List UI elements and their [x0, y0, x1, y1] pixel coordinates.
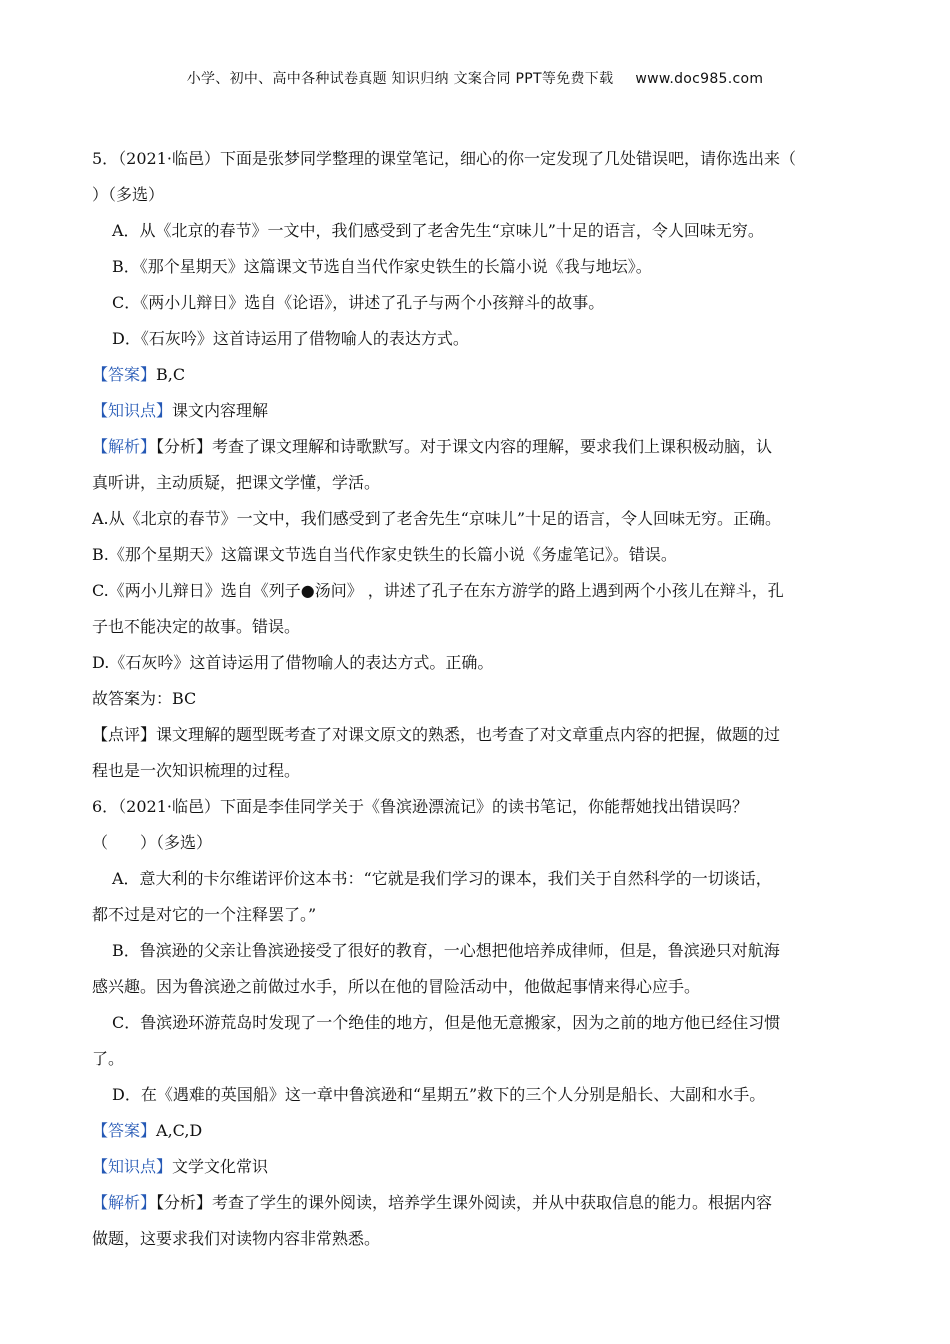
q5-analysis-line-1	[92, 429, 862, 465]
q5-knowledge-line	[92, 393, 862, 429]
document-body	[92, 141, 862, 1257]
q6-analysis-text-1: 【分析】考查了学生的课外阅读，培养学生课外阅读，并从中获取信息的能力。根据内容	[156, 1193, 773, 1212]
q5-explain-d: D.《石灰吟》这首诗运用了借物喻人的表达方式。正确。	[92, 653, 494, 672]
page-header	[0, 68, 950, 88]
q6-option-a-2: 都不过是对它的一个注释罢了。”	[92, 905, 317, 924]
q5-stem-line-2: ）（多选）	[92, 185, 165, 204]
q6-stem-line-2: （ ）（多选）	[92, 833, 213, 852]
q6-knowledge-line	[92, 1149, 862, 1185]
answer-tag: 【答案】	[92, 365, 157, 384]
q6-answer-line	[92, 1113, 862, 1149]
q5-option-a: A．从《北京的春节》一文中，我们感受到了老舍先生“京味儿”十足的语言，令人回味无穷。	[112, 221, 764, 240]
header-text: 小学、初中、高中各种试卷真题 知识归纳 文案合同 PPT等免费下载	[186, 71, 614, 87]
q5-knowledge: 课文内容理解	[172, 401, 269, 420]
q6-answer: A,C,D	[156, 1121, 203, 1140]
q5-review-1: 【点评】课文理解的题型既考查了对课文原文的熟悉，也考查了对文章重点内容的把握，做题的过	[92, 725, 781, 744]
q6-option-a-1: A．意大利的卡尔维诺评价这本书：“它就是我们学习的课本，我们关于自然科学的一切谈话，	[112, 869, 772, 888]
knowledge-tag: 【知识点】	[92, 401, 173, 420]
q5-answer: B,C	[156, 365, 186, 384]
q6-option-c-2: 了。	[92, 1049, 125, 1068]
q6-option-d: D．在《遇难的英国船》这一章中鲁滨逊和“星期五”救下的三个人分别是船长、大副和水手。	[112, 1085, 766, 1104]
q5-stem-line-1: 5．（2021·临邑）下面是张梦同学整理的课堂笔记，细心的你一定发现了几处错误吧，请你选出来（	[92, 149, 796, 168]
q5-answer-line	[92, 357, 862, 393]
analysis-tag: 【解析】	[92, 437, 157, 456]
q5-option-d: D．《石灰吟》这首诗运用了借物喻人的表达方式。	[112, 329, 469, 348]
q5-option-c: C．《两小儿辩日》选自《论语》，讲述了孔子与两个小孩辩斗的故事。	[112, 293, 605, 312]
analysis-tag: 【解析】	[92, 1193, 157, 1212]
q6-option-b-2: 感兴趣。因为鲁滨逊之前做过水手，所以在他的冒险活动中，他做起事情来得心应手。	[92, 977, 701, 996]
q6-analysis-line-2: 做题，这要求我们对读物内容非常熟悉。	[92, 1229, 381, 1248]
q6-option-c-1: C．鲁滨逊环游荒岛时发现了一个绝佳的地方，但是他无意搬家，因为之前的地方他已经住习惯	[112, 1013, 781, 1032]
q5-explain-c-2: 子也不能决定的故事。错误。	[92, 617, 301, 636]
q5-explain-b: B.《那个星期天》这篇课文节选自当代作家史铁生的长篇小说《务虚笔记》。错误。	[92, 545, 677, 564]
q6-analysis-line-1	[92, 1185, 862, 1221]
header-site-url: www.doc985.com	[635, 71, 764, 87]
knowledge-tag: 【知识点】	[92, 1157, 173, 1176]
q6-knowledge: 文学文化常识	[172, 1157, 269, 1176]
q5-explain-a: A.从《北京的春节》一文中，我们感受到了老舍先生“京味儿”十足的语言，令人回味无穷。正确。	[92, 509, 782, 528]
q5-analysis-line-2: 真听讲，主动质疑，把课文学懂，学活。	[92, 473, 381, 492]
q5-explain-c-1: C.《两小儿辩日》选自《列子●汤问》 ，讲述了孔子在东方游学的路上遇到两个小孩儿在辩斗，孔	[92, 581, 784, 600]
q6-stem-line-1: 6．（2021·临邑）下面是李佳同学关于《鲁滨逊漂流记》的读书笔记，你能帮她找出错误吗？	[92, 797, 748, 816]
q5-review-2: 程也是一次知识梳理的过程。	[92, 761, 301, 780]
q5-final-answer: 故答案为：BC	[92, 689, 197, 708]
answer-tag: 【答案】	[92, 1121, 157, 1140]
q5-analysis-text-1: 【分析】考查了课文理解和诗歌默写。对于课文内容的理解，要求我们上课积极动脑，认	[156, 437, 773, 456]
q6-option-b-1: B．鲁滨逊的父亲让鲁滨逊接受了很好的教育，一心想把他培养成律师，但是，鲁滨逊只对航海	[112, 941, 780, 960]
q5-option-b: B．《那个星期天》这篇课文节选自当代作家史铁生的长篇小说《我与地坛》。	[112, 257, 652, 276]
